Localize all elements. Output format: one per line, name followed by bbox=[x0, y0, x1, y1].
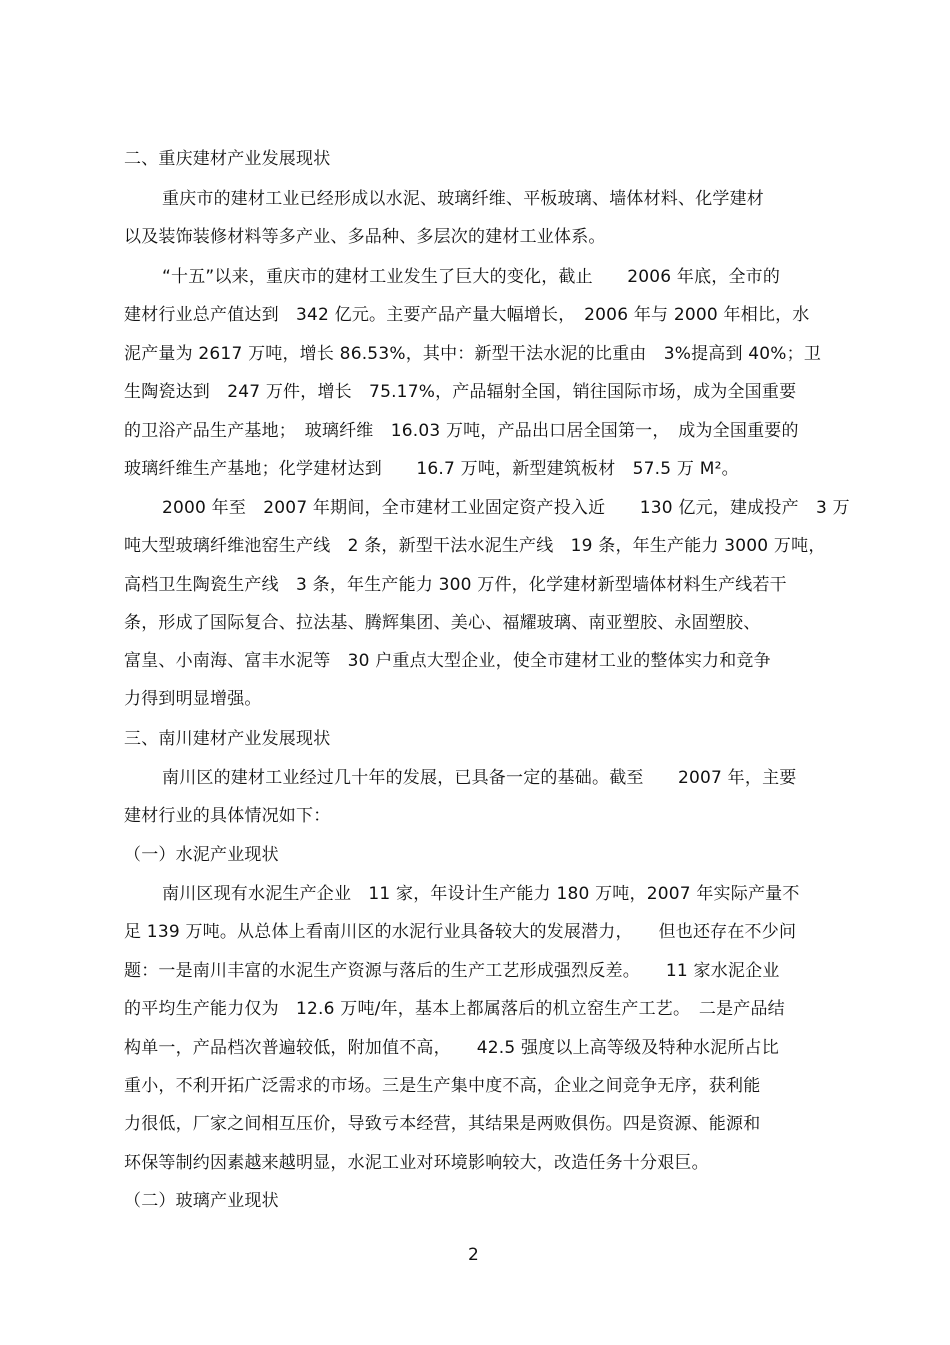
paragraph-line: 吨大型玻璃纤维池窑生产线 2 条，新型干法水泥生产线 19 条，年生产能力 3000 万吨， bbox=[124, 536, 826, 556]
paragraph-line: 重庆市的建材工业已经形成以水泥、玻璃纤维、平板玻璃、墙体材料、化学建材 bbox=[162, 189, 764, 209]
paragraph-line: 力得到明显增强。 bbox=[124, 689, 262, 709]
paragraph-line: 力很低，厂家之间相互压价，导致亏本经营，其结果是两败俱伤。四是资源、能源和 bbox=[124, 1114, 761, 1134]
paragraph-line: 富皇、小南海、富丰水泥等 30 户重点大型企业，使全市建材工业的整体实力和竞争 bbox=[124, 651, 771, 671]
subsection-heading: （二）玻璃产业现状 bbox=[124, 1191, 279, 1211]
paragraph-line: 重小，不利开拓广泛需求的市场。三是生产集中度不高，企业之间竞争无序，获利能 bbox=[124, 1076, 761, 1096]
paragraph-line: 南川区的建材工业经过几十年的发展，已具备一定的基础。截至 2007 年，主要 bbox=[162, 768, 797, 788]
paragraph-line: 生陶瓷达到 247 万件，增长 75.17%，产品辐射全国，销往国际市场，成为全国重要 bbox=[124, 382, 797, 402]
paragraph-line: 南川区现有水泥生产企业 11 家，年设计生产能力 180 万吨，2007 年实际产量不 bbox=[162, 884, 800, 904]
section-heading: 三、南川建材产业发展现状 bbox=[124, 729, 331, 749]
paragraph-line: 条，形成了国际复合、拉法基、腾辉集团、美心、福耀玻璃、南亚塑胶、永固塑胶、 bbox=[124, 613, 761, 633]
paragraph-line: 建材行业的具体情况如下： bbox=[124, 806, 331, 826]
paragraph-line: 高档卫生陶瓷生产线 3 条，年生产能力 300 万件，化学建材新型墙体材料生产线若干 bbox=[124, 575, 787, 595]
paragraph-line: 以及装饰装修材料等多产业、多品种、多层次的建材工业体系。 bbox=[124, 227, 606, 247]
paragraph-line: 建材行业总产值达到 342 亿元。主要产品产量大幅增长， 2006 年与 2000 年相比，水 bbox=[124, 305, 810, 325]
page-number: 2 bbox=[468, 1245, 479, 1265]
paragraph-line: 的卫浴产品生产基地； 玻璃纤维 16.03 万吨，产品出口居全国第一， 成为全国重要的 bbox=[124, 421, 799, 441]
paragraph-line: 题：一是南川丰富的水泥生产资源与落后的生产工艺形成强烈反差。 11 家水泥企业 bbox=[124, 961, 780, 981]
paragraph-line: “十五”以来，重庆市的建材工业发生了巨大的变化，截止 2006 年底，全市的 bbox=[162, 267, 781, 287]
paragraph-line: 足 139 万吨。从总体上看南川区的水泥行业具备较大的发展潜力， 但也还存在不少问 bbox=[124, 922, 797, 942]
paragraph-line: 玻璃纤维生产基地；化学建材达到 16.7 万吨，新型建筑板材 57.5 万 M²。 bbox=[124, 459, 739, 479]
section-heading: 二、重庆建材产业发展现状 bbox=[124, 149, 331, 169]
subsection-heading: （一）水泥产业现状 bbox=[124, 845, 279, 865]
paragraph-line: 环保等制约因素越来越明显，水泥工业对环境影响较大，改造任务十分艰巨。 bbox=[124, 1153, 709, 1173]
paragraph-line: 的平均生产能力仅为 12.6 万吨/年，基本上都属落后的机立窑生产工艺。 二是产品结 bbox=[124, 999, 785, 1019]
paragraph-line: 泥产量为 2617 万吨，增长 86.53%，其中：新型干法水泥的比重由 3%提高到 40%；卫 bbox=[124, 344, 822, 364]
paragraph-line: 2000 年至 2007 年期间，全市建材工业固定资产投入近 130 亿元，建成投产 3 万 bbox=[162, 498, 850, 518]
paragraph-line: 构单一，产品档次普遍较低，附加值不高， 42.5 强度以上高等级及特种水泥所占比 bbox=[124, 1038, 779, 1058]
